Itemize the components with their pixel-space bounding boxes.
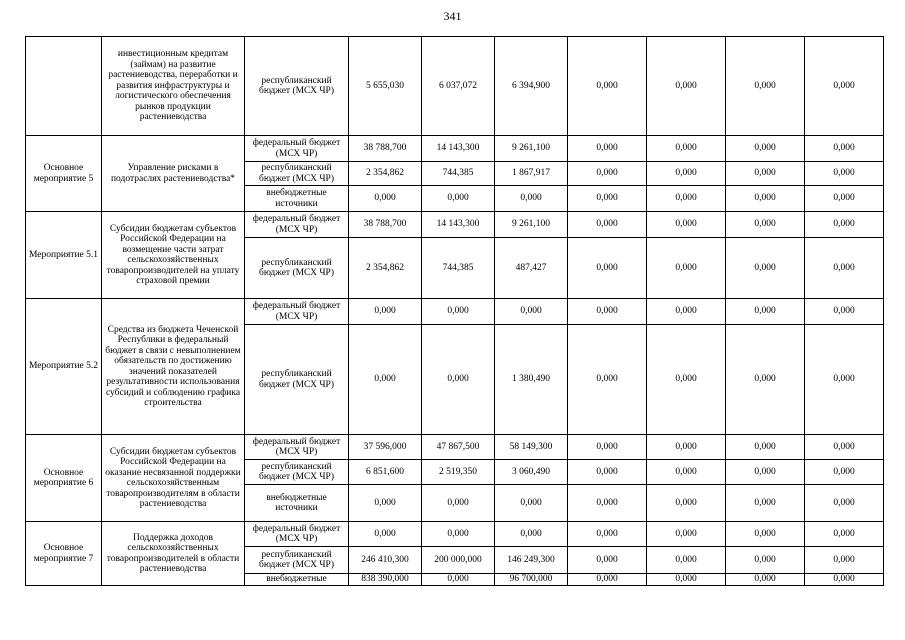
event-cell: Основное мероприятие 6 [26, 435, 102, 522]
event-name-cell: Управление рисками в подотраслях растениеводства* [102, 136, 245, 212]
event-name-cell: инвестиционным кредитам (займам) на развитие растениеводства, переработки и развития инфраструктуры и логистического обеспечения рынков продукции растениеводства [102, 37, 245, 136]
value-cell: 0,000 [805, 460, 884, 485]
value-cell: 0,000 [568, 460, 647, 485]
table-row [26, 435, 884, 460]
value-cell: 0,000 [647, 299, 726, 325]
value-cell: 0,000 [422, 186, 495, 212]
value-cell: 1 867,917 [495, 162, 568, 186]
value-cell: 0,000 [805, 212, 884, 238]
value-cell: 0,000 [805, 186, 884, 212]
value-cell: 38 788,700 [349, 212, 422, 238]
value-cell: 3 060,490 [495, 460, 568, 485]
funding-source-cell: федеральный бюджет (МСХ ЧР) [245, 136, 349, 162]
table-row [26, 136, 884, 162]
event-name-cell: Субсидии бюджетам субъектов Российской Федерации на возмещение части затрат сельскохозяйственных товаропроизводителей на уплату страховой премии [102, 212, 245, 299]
value-cell: 0,000 [495, 186, 568, 212]
value-cell: 0,000 [805, 547, 884, 574]
value-cell: 0,000 [805, 435, 884, 460]
value-cell: 0,000 [647, 212, 726, 238]
table-row [26, 212, 884, 238]
funding-source-cell: федеральный бюджет (МСХ ЧР) [245, 212, 349, 238]
value-cell: 2 354,862 [349, 238, 422, 299]
value-cell: 38 788,700 [349, 136, 422, 162]
funding-source-cell: федеральный бюджет (МСХ ЧР) [245, 435, 349, 460]
value-cell: 0,000 [349, 325, 422, 435]
value-cell: 0,000 [647, 37, 726, 136]
value-cell: 744,385 [422, 162, 495, 186]
value-cell: 0,000 [726, 162, 805, 186]
event-name-cell: Средства из бюджета Чеченской Республики в федеральный бюджет в связи с невыполнением обязательств по достижению значений показателей результативности использования субсидий и соблюдению графика строительства [102, 299, 245, 435]
value-cell: 146 249,300 [495, 547, 568, 574]
value-cell: 744,385 [422, 238, 495, 299]
value-cell: 47 867,500 [422, 435, 495, 460]
value-cell: 0,000 [726, 37, 805, 136]
value-cell: 0,000 [805, 136, 884, 162]
value-cell: 2 354,862 [349, 162, 422, 186]
value-cell: 0,000 [422, 522, 495, 547]
funding-source-cell: федеральный бюджет (МСХ ЧР) [245, 299, 349, 325]
value-cell: 0,000 [647, 325, 726, 435]
value-cell: 0,000 [805, 325, 884, 435]
value-cell: 0,000 [805, 574, 884, 586]
value-cell: 0,000 [422, 325, 495, 435]
event-name-cell: Субсидии бюджетам субъектов Российской Федерации на оказание несвязанной поддержки сельскохозяйственным товаропроизводителям в области растениеводства [102, 435, 245, 522]
event-cell: Мероприятие 5.1 [26, 212, 102, 299]
value-cell: 246 410,300 [349, 547, 422, 574]
value-cell: 0,000 [726, 547, 805, 574]
value-cell: 9 261,100 [495, 212, 568, 238]
value-cell: 9 261,100 [495, 136, 568, 162]
event-cell: Основное мероприятие 7 [26, 522, 102, 586]
funding-source-cell: республиканский бюджет (МСХ ЧР) [245, 325, 349, 435]
value-cell: 0,000 [726, 325, 805, 435]
value-cell: 0,000 [568, 162, 647, 186]
value-cell: 0,000 [726, 574, 805, 586]
value-cell: 0,000 [647, 186, 726, 212]
value-cell: 0,000 [805, 162, 884, 186]
event-name-cell: Поддержка доходов сельскохозяйственных товаропроизводителей в области растениеводства [102, 522, 245, 586]
value-cell: 0,000 [422, 574, 495, 586]
value-cell: 0,000 [422, 299, 495, 325]
value-cell: 0,000 [647, 547, 726, 574]
value-cell: 487,427 [495, 238, 568, 299]
value-cell: 0,000 [568, 238, 647, 299]
value-cell: 0,000 [495, 485, 568, 522]
value-cell: 0,000 [726, 460, 805, 485]
value-cell: 14 143,300 [422, 212, 495, 238]
value-cell: 0,000 [647, 522, 726, 547]
budget-table [25, 36, 884, 586]
value-cell: 0,000 [568, 435, 647, 460]
value-cell: 200 000,000 [422, 547, 495, 574]
value-cell: 0,000 [349, 522, 422, 547]
value-cell: 0,000 [726, 299, 805, 325]
value-cell: 0,000 [568, 186, 647, 212]
funding-source-cell: республиканский бюджет (МСХ ЧР) [245, 460, 349, 485]
value-cell: 0,000 [349, 186, 422, 212]
funding-source-cell: республиканский бюджет (МСХ ЧР) [245, 37, 349, 136]
value-cell: 0,000 [805, 522, 884, 547]
funding-source-cell: федеральный бюджет (МСХ ЧР) [245, 522, 349, 547]
value-cell: 0,000 [726, 238, 805, 299]
value-cell: 0,000 [349, 485, 422, 522]
value-cell: 2 519,350 [422, 460, 495, 485]
value-cell: 0,000 [568, 325, 647, 435]
value-cell: 0,000 [647, 574, 726, 586]
funding-source-cell: внебюджетные источники [245, 186, 349, 212]
value-cell: 0,000 [647, 485, 726, 522]
value-cell: 0,000 [647, 136, 726, 162]
event-cell: Основное мероприятие 5 [26, 136, 102, 212]
value-cell: 0,000 [647, 460, 726, 485]
value-cell: 0,000 [726, 136, 805, 162]
value-cell: 0,000 [349, 299, 422, 325]
value-cell: 0,000 [726, 212, 805, 238]
page-number: 341 [443, 9, 462, 23]
value-cell: 838 390,000 [349, 574, 422, 586]
value-cell: 0,000 [805, 485, 884, 522]
table-row [26, 37, 884, 136]
value-cell: 5 655,030 [349, 37, 422, 136]
value-cell: 6 037,072 [422, 37, 495, 136]
funding-source-cell: внебюджетные [245, 574, 349, 586]
funding-source-cell: внебюджетные источники [245, 485, 349, 522]
value-cell: 0,000 [647, 238, 726, 299]
value-cell: 1 380,490 [495, 325, 568, 435]
value-cell: 0,000 [495, 522, 568, 547]
value-cell: 0,000 [568, 574, 647, 586]
value-cell: 0,000 [568, 547, 647, 574]
value-cell: 0,000 [568, 299, 647, 325]
value-cell: 0,000 [568, 37, 647, 136]
value-cell: 0,000 [726, 485, 805, 522]
value-cell: 0,000 [495, 299, 568, 325]
value-cell: 0,000 [568, 485, 647, 522]
value-cell: 0,000 [726, 435, 805, 460]
table-row [26, 299, 884, 325]
value-cell: 0,000 [726, 186, 805, 212]
value-cell: 0,000 [568, 136, 647, 162]
value-cell: 0,000 [647, 435, 726, 460]
value-cell: 0,000 [422, 485, 495, 522]
value-cell: 0,000 [805, 299, 884, 325]
value-cell: 0,000 [568, 522, 647, 547]
value-cell: 0,000 [647, 162, 726, 186]
value-cell: 0,000 [805, 37, 884, 136]
funding-source-cell: республиканский бюджет (МСХ ЧР) [245, 547, 349, 574]
funding-source-cell: республиканский бюджет (МСХ ЧР) [245, 238, 349, 299]
table-row [26, 522, 884, 547]
value-cell: 6 394,900 [495, 37, 568, 136]
value-cell: 58 149,300 [495, 435, 568, 460]
funding-source-cell: республиканский бюджет (МСХ ЧР) [245, 162, 349, 186]
event-cell: Мероприятие 5.2 [26, 299, 102, 435]
value-cell: 0,000 [726, 522, 805, 547]
value-cell: 0,000 [568, 212, 647, 238]
event-cell [26, 37, 102, 136]
value-cell: 6 851,600 [349, 460, 422, 485]
value-cell: 37 596,000 [349, 435, 422, 460]
value-cell: 96 700,000 [495, 574, 568, 586]
value-cell: 0,000 [805, 238, 884, 299]
value-cell: 14 143,300 [422, 136, 495, 162]
